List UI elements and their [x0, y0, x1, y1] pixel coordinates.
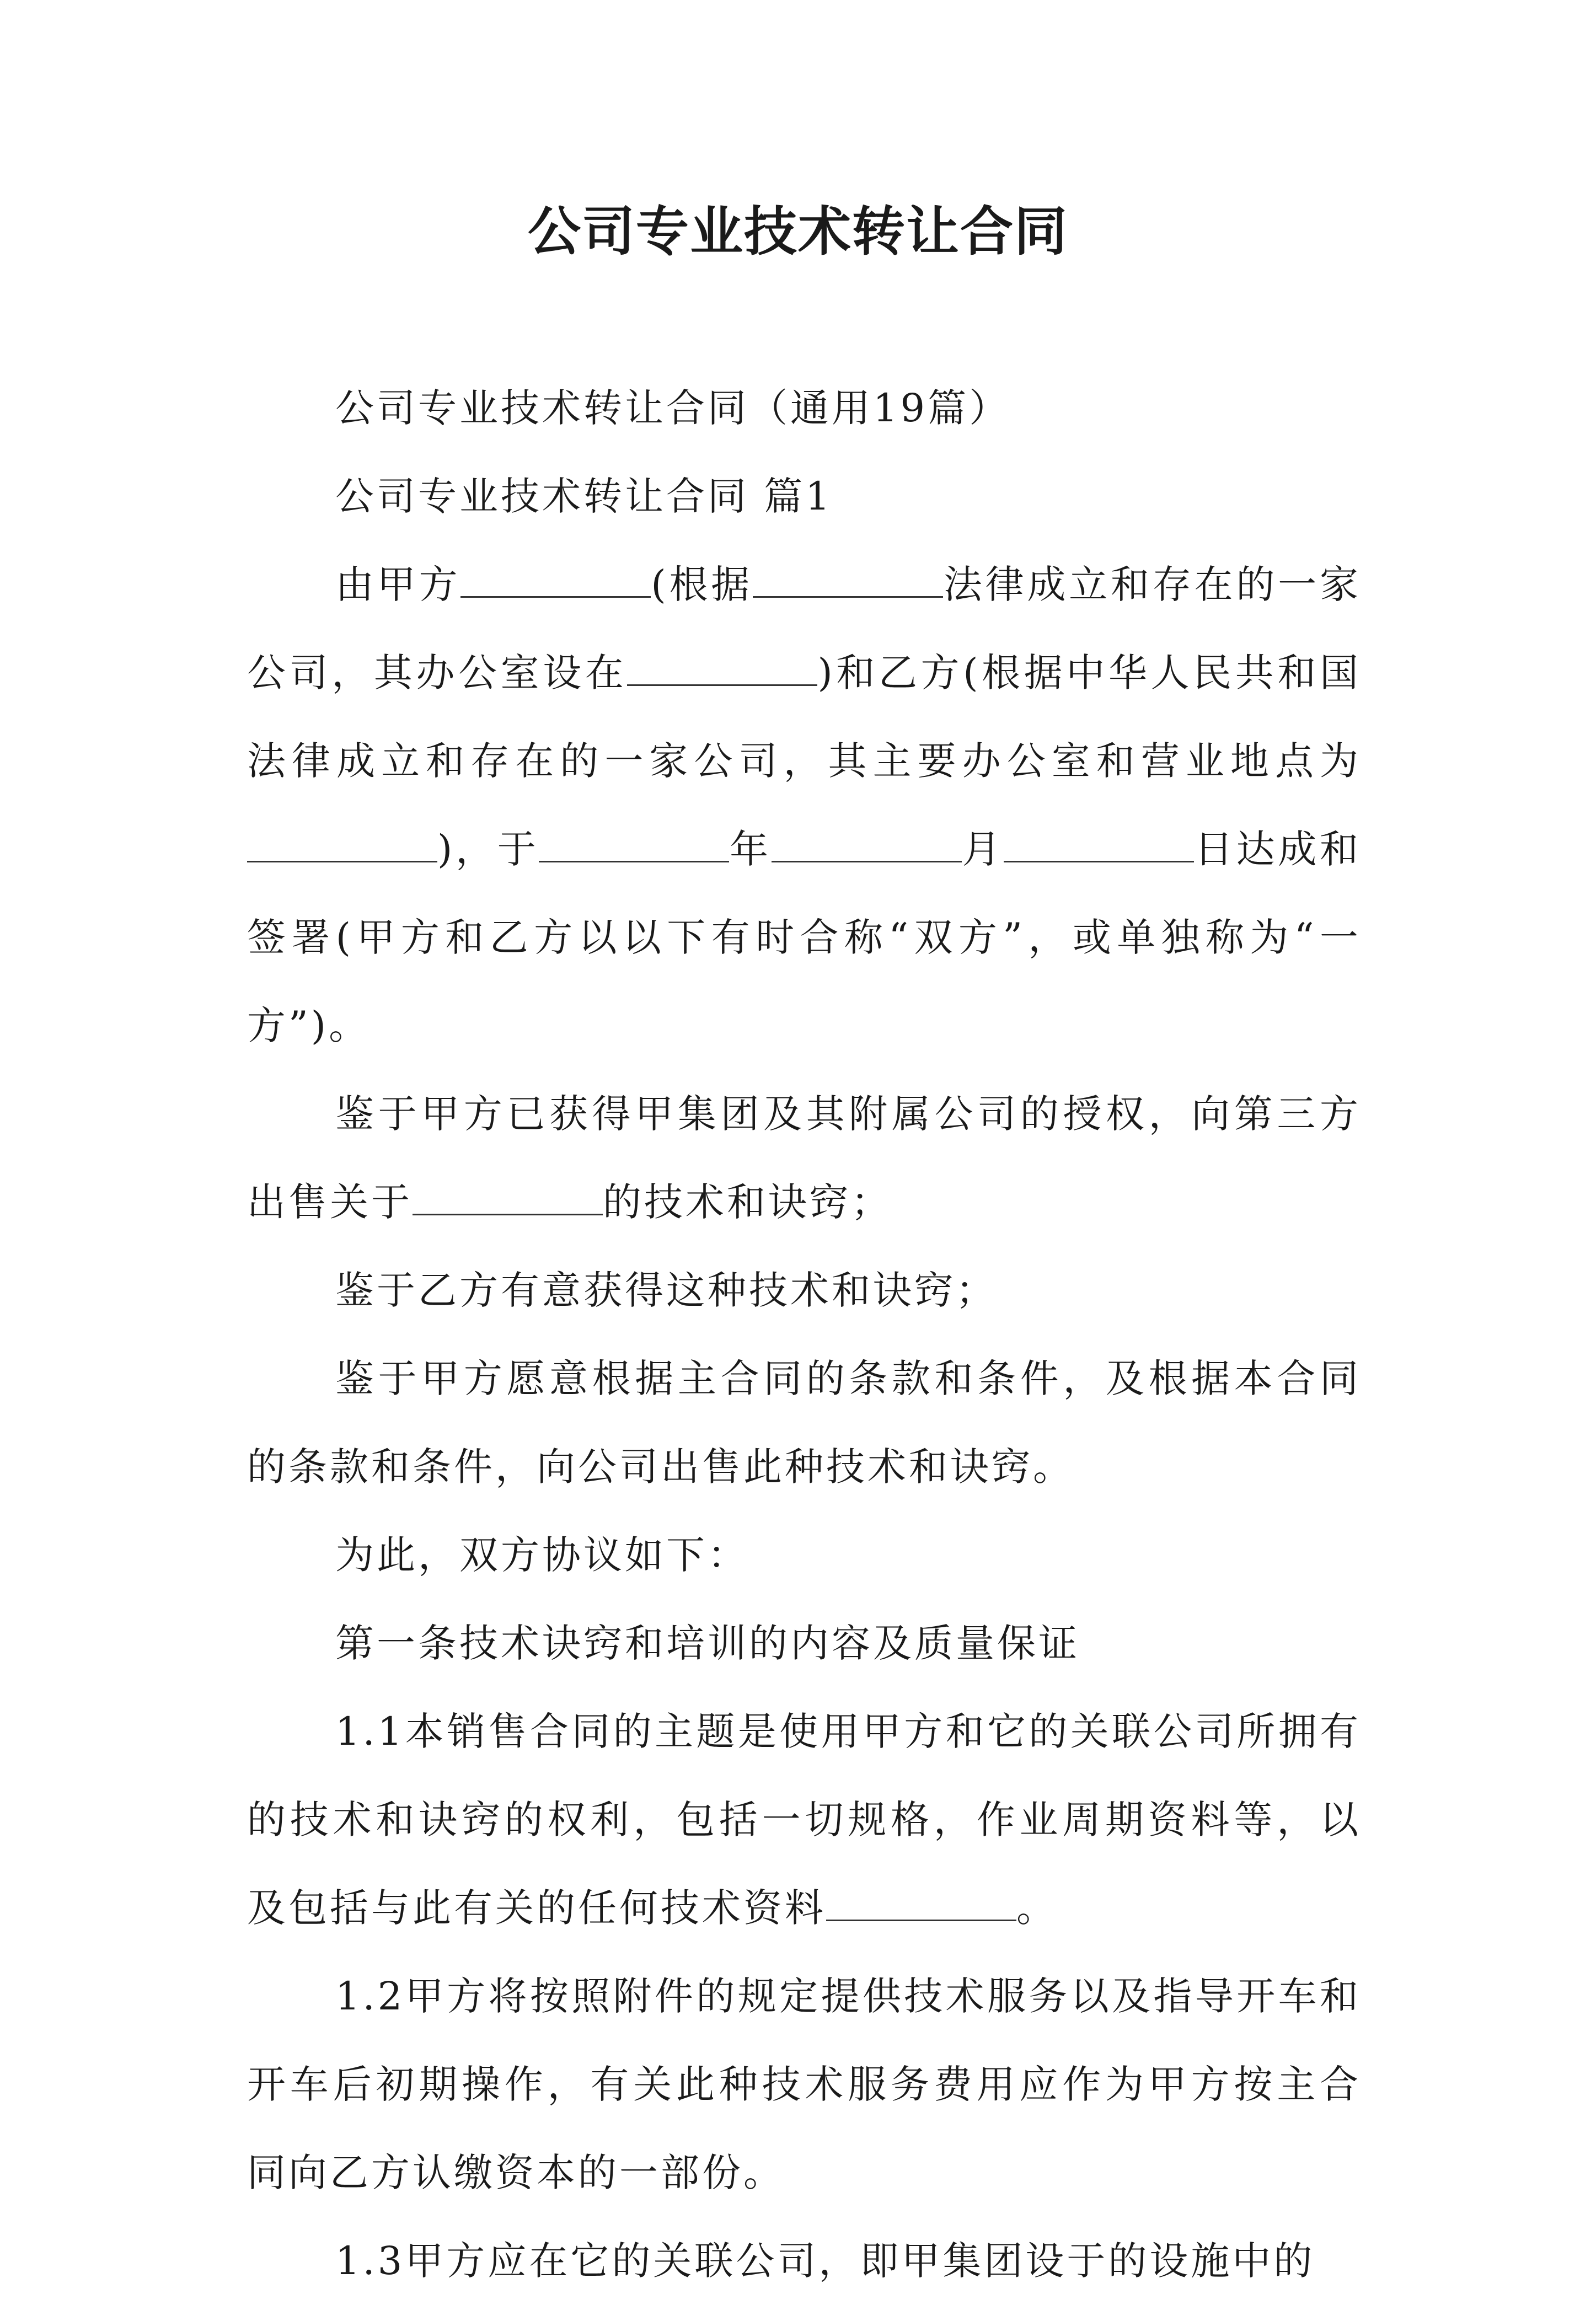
text-segment: )，于: [437, 827, 539, 872]
paragraph-section-heading: 公司专业技术转让合同 篇1: [335, 474, 833, 519]
text-segment: 日达成和签署(甲方和乙方以以下有时合称“双方”，或单独称为“一方”)。: [247, 827, 1362, 1048]
paragraph-article-1-heading: 第一条技术诀窍和培训的内容及质量保证: [335, 1621, 1080, 1666]
paragraph-recital-1: [247, 1070, 1361, 1246]
blank-address: [247, 828, 437, 862]
text-segment: 1.1本销售合同的主题是使用甲方和它的关联公司所拥有的技术和诀窍的权利，包括一切规格，作业周期资料等，以及包括与此有关的任何技术资料: [247, 1709, 1361, 1931]
text-segment: 年: [729, 827, 772, 872]
paragraph-recital-3: 鉴于甲方愿意根据主合同的条款和条件，及根据本合同的条款和条件，向公司出售此种技术和诀窍。: [247, 1356, 1361, 1489]
blank-year: [539, 828, 729, 862]
document-title: 公司专业技术转让合同: [528, 201, 1068, 262]
blank-tech-data: [826, 1886, 1016, 1921]
document-body: [247, 364, 1361, 2305]
paragraph-clause-1-3: 1.3甲方应在它的关联公司，即甲集团设于的设施中的: [335, 2238, 1315, 2283]
text-segment: 的技术和诀窍；: [603, 1180, 892, 1225]
blank-law: [753, 563, 943, 598]
paragraph-subtitle: 公司专业技术转让合同（通用19篇）: [335, 385, 1011, 431]
blank-month: [772, 828, 962, 862]
text-segment: 月: [961, 827, 1004, 872]
text-segment: )和乙方(根据中华人民共和国法律成立和存在的一家公司，其主要办公室和营业地点为: [247, 650, 1362, 784]
text-segment: 法律成立和存在的一家公司，其办公室设在: [247, 562, 1362, 695]
text-segment: (根据: [651, 562, 753, 607]
blank-party-a: [460, 563, 651, 598]
text-segment: 由甲方: [335, 562, 461, 607]
paragraph-parties: [247, 540, 1361, 1070]
blank-technology: [413, 1181, 603, 1215]
paragraph-clause-1-2: 1.2甲方将按照附件的规定提供技术服务以及指导开车和开车后初期操作，有关此种技术服务费用应作为甲方按主合同向乙方认缴资本的一部份。: [247, 1974, 1361, 2195]
text-segment: 鉴于甲方已获得甲集团及其附属公司的授权，向第三方出售关于: [247, 1091, 1361, 1225]
text-segment: 。: [1016, 1885, 1058, 1931]
blank-office: [627, 651, 817, 686]
paragraph-clause-1-1: [247, 1687, 1361, 1952]
blank-day: [1004, 828, 1194, 862]
paragraph-recital-2: 鉴于乙方有意获得这种技术和诀窍；: [335, 1268, 997, 1313]
paragraph-agreement: 为此，双方协议如下：: [335, 1532, 749, 1578]
